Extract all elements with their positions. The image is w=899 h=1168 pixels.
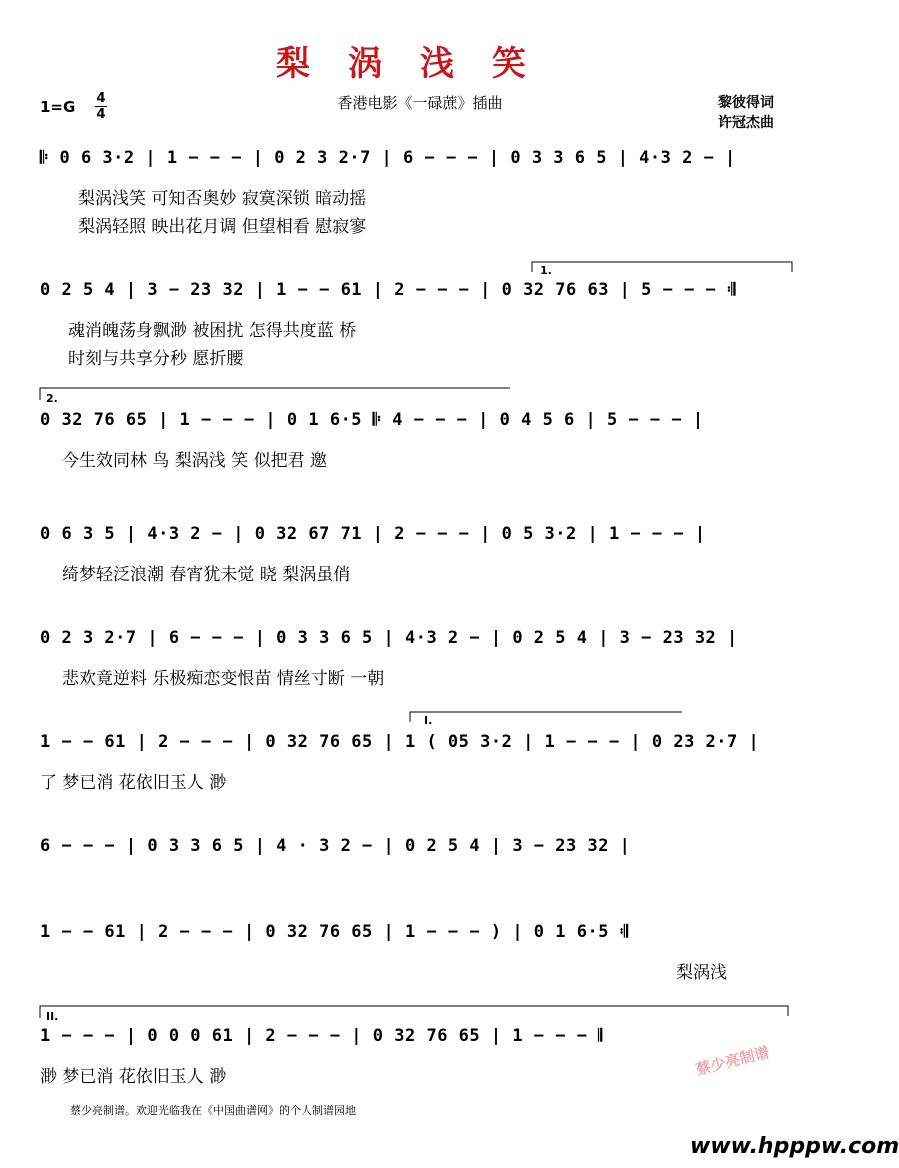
- system-6-lyrics: 了 梦已消 花依旧玉人 渺: [40, 773, 227, 793]
- subtitle: 香港电影《一碌蔗》插曲: [337, 94, 503, 112]
- system-5-notes: 0 2 3 2·7 | 6 − − − | 0 3 3 6 5 | 4·3 2 − | 0 2 5 4 | 3 − 23 32 |: [40, 628, 738, 648]
- composer-credit: 许冠杰曲: [718, 115, 774, 131]
- system-2-lyrics-verse1: 魂消魄荡身飘渺 被困扰 怎得共度蓝 桥: [68, 321, 357, 341]
- watermark: 蔡少亮制谱: [694, 1043, 772, 1079]
- system-9-notes: 1 − − − | 0 0 0 61 | 2 − − − | 0 32 76 65 | 1 − − − 𝄂: [40, 1026, 603, 1046]
- song-title: 梨涡浅笑: [276, 44, 564, 84]
- volta-2-label: 2.: [46, 392, 58, 405]
- system-4-lyrics: 绮梦轻泛浪潮 春宵犹未觉 晓 梨涡虽俏: [62, 565, 351, 585]
- site-url: www.hpppw.com: [690, 1134, 899, 1159]
- volta-1-label: 1.: [540, 264, 552, 277]
- system-8-lyrics: 梨涡浅: [676, 963, 727, 983]
- system-3-lyrics: 今生效同林 鸟 梨涡浅 笑 似把君 邀: [62, 451, 328, 471]
- key-signature: 1=G: [40, 98, 76, 116]
- system-5-lyrics: 悲欢竟逆料 乐极痴恋变恨苗 情丝寸断 一朝: [62, 669, 385, 689]
- volta-2-bracket: [40, 388, 510, 400]
- volta-II-bracket: [40, 1006, 788, 1018]
- system-4-notes: 0 6 3 5 | 4·3 2 − | 0 32 67 71 | 2 − − − | 0 5 3·2 | 1 − − − |: [40, 524, 706, 544]
- system-3-notes: 0 32 76 65 | 1 − − − | 0 1 6·5 𝄆 4 − − − | 0 4 5 6 | 5 − − − |: [40, 410, 704, 430]
- lyricist-credit: 黎彼得词: [718, 95, 774, 111]
- system-1-notes: 𝄆 0 6 3·2 | 1 − − − | 0 2 3 2·7 | 6 − − − | 0 3 3 6 5 | 4·3 2 − |: [40, 148, 736, 168]
- system-2-notes: 0 2 5 4 | 3 − 23 32 | 1 − − 61 | 2 − − − | 0 32 76 63 | 5 − − − 𝄇: [40, 280, 736, 300]
- time-signature-top: 4: [96, 91, 106, 106]
- volta-I-bracket: [410, 712, 682, 722]
- system-1-lyrics-verse1: 梨涡浅笑 可知否奥妙 寂寞深锁 暗动摇: [78, 189, 367, 209]
- system-7-notes: 6 − − − | 0 3 3 6 5 | 4 · 3 2 − | 0 2 5 4 | 3 − 23 32 |: [40, 836, 631, 856]
- volta-II-label: II.: [46, 1010, 59, 1023]
- volta-1-bracket: [532, 262, 792, 272]
- system-6-notes: 1 − − 61 | 2 − − − | 0 32 76 65 | 1 ( 05 3·2 | 1 − − − | 0 23 2·7 |: [40, 732, 760, 752]
- volta-I-label: I.: [424, 714, 433, 727]
- system-9-lyrics: 渺 梦已消 花依旧玉人 渺: [40, 1067, 227, 1087]
- system-8-notes: 1 − − 61 | 2 − − − | 0 32 76 65 | 1 − − − ) | 0 1 6·5 𝄇: [40, 922, 629, 942]
- system-1-lyrics-verse2: 梨涡轻照 映出花月调 但望相看 慰寂寥: [78, 217, 367, 237]
- system-2-lyrics-verse2: 时刻与共享分秒 愿折腰: [68, 349, 244, 369]
- footer-note: 蔡少亮制谱。欢迎光临我在《中国曲谱网》的个人制谱园地: [70, 1104, 356, 1117]
- time-signature-bottom: 4: [96, 107, 106, 122]
